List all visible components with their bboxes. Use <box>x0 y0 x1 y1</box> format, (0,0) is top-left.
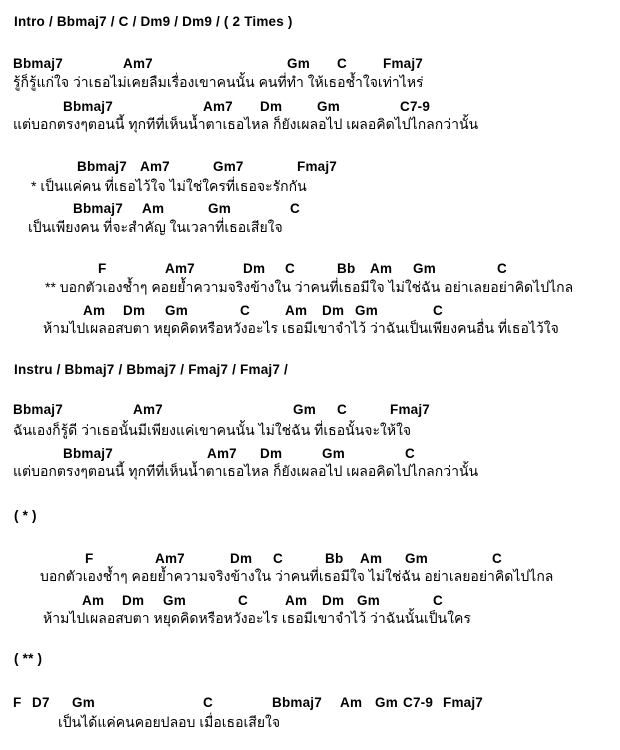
lyric-line: * เป็นแค่คน ที่เธอไว้ใจ ไม่ใช่ใครที่เธอจะรักกัน <box>31 178 307 194</box>
chord: Bb <box>325 551 344 566</box>
chord: Am <box>285 593 308 608</box>
chord: Am7 <box>123 56 153 71</box>
lyric-line: รู้ก็รู้แก่ใจ ว่าเธอไม่เคยลืมเรื่องเขาคนนั้น คนที่ทำ ให้เธอช้ำใจเท่าไหร่ <box>13 74 424 90</box>
chord: Gm7 <box>213 159 244 174</box>
chord: C <box>492 551 502 566</box>
section-label: Instru / Bbmaj7 / Bbmaj7 / Fmaj7 / Fmaj7 / <box>14 362 288 377</box>
chord: Dm <box>260 446 283 461</box>
lyric-line: ห้ามไปเผลอสบตา หยุดคิดหรือหวังอะไร เธอมีเขาจำไว้ ว่าฉันเป็นเพียงคนอื่น ที่เธอไว้ใจ <box>43 320 559 336</box>
chord: Bbmaj7 <box>13 56 63 71</box>
chord: C <box>433 593 443 608</box>
chord: Gm <box>163 593 186 608</box>
chord: Dm <box>322 593 345 608</box>
lyric-row <box>0 277 620 297</box>
chord: Am7 <box>207 446 237 461</box>
chord: Gm <box>375 695 398 710</box>
section-label: Intro / Bbmaj7 / C / Dm9 / Dm9 / ( 2 Times ) <box>14 14 293 29</box>
chord: Fmaj7 <box>297 159 338 174</box>
chord: Am <box>83 303 106 318</box>
lyric-row <box>0 608 620 628</box>
chord: F <box>85 551 94 566</box>
chord: Dm <box>243 261 266 276</box>
chord: Gm <box>405 551 428 566</box>
chord: C <box>497 261 507 276</box>
chord: Am <box>142 201 165 216</box>
chord: Fmaj7 <box>443 695 484 710</box>
lyric-row <box>0 217 620 237</box>
chord: F <box>13 695 22 710</box>
chord: Am <box>360 551 383 566</box>
chord: Gm <box>413 261 436 276</box>
chord: Gm <box>293 402 316 417</box>
chord: Gm <box>357 593 380 608</box>
lyric-row <box>0 461 620 481</box>
chord: Gm <box>208 201 231 216</box>
chord: Am <box>370 261 393 276</box>
lyric-row <box>0 176 620 196</box>
chord: C <box>273 551 283 566</box>
lyric-line: เป็นได้แค่คนคอยปลอบ เมื่อเธอเสียใจ <box>58 714 281 730</box>
chord: C <box>290 201 300 216</box>
chord: Gm <box>322 446 345 461</box>
chord: C <box>238 593 248 608</box>
chord: Am7 <box>203 99 233 114</box>
chord: Gm <box>317 99 340 114</box>
chord: C <box>337 402 347 417</box>
lyric-row <box>0 420 620 440</box>
chord: C <box>433 303 443 318</box>
chord: F <box>98 261 107 276</box>
chord: C7-9 <box>400 99 431 114</box>
chord: Fmaj7 <box>383 56 424 71</box>
chord: Am7 <box>165 261 195 276</box>
section-label-line <box>0 508 620 528</box>
chord: Dm <box>260 99 283 114</box>
section-label-line <box>0 14 620 34</box>
chord: C <box>405 446 415 461</box>
chord: Am <box>82 593 105 608</box>
chord: Bbmaj7 <box>63 99 113 114</box>
lyric-line: บอกตัวเองช้ำๆ คอยย้ำความจริงข้างใน ว่าคนที่เธอมีใจ ไม่ใช่ฉัน อย่าเลยอย่าคิดไปไกล <box>40 568 554 584</box>
chord: C <box>285 261 295 276</box>
section-label-line <box>0 651 620 671</box>
chord: Bbmaj7 <box>272 695 322 710</box>
section-label: ( ** ) <box>14 651 43 666</box>
lyric-line: ฉันเองก็รู้ดี ว่าเธอนั้นมีเพียงแค่เขาคนนั้น ไม่ใช่ฉัน ที่เธอนั้นจะให้ใจ <box>13 422 412 438</box>
chord: Gm <box>355 303 378 318</box>
chord: Am7 <box>133 402 163 417</box>
chord: Bbmaj7 <box>77 159 127 174</box>
chord: Bbmaj7 <box>63 446 113 461</box>
chord: C <box>240 303 250 318</box>
lyric-row <box>0 318 620 338</box>
section-label-line <box>0 362 620 382</box>
lyric-line: แต่บอกตรงๆตอนนี้ ทุกทีที่เห็นน้ำตาเธอไหล ก็ยังเผลอไป เผลอคิดไปไกลกว่านั้น <box>13 116 479 132</box>
chord: Am7 <box>140 159 170 174</box>
lyric-line: แต่บอกตรงๆตอนนี้ ทุกทีที่เห็นน้ำตาเธอไหล ก็ยังเผลอไป เผลอคิดไปไกลกว่านั้น <box>13 463 479 479</box>
chord: Gm <box>287 56 310 71</box>
chord: Dm <box>123 303 146 318</box>
chord: C7-9 <box>403 695 434 710</box>
chord: Am <box>340 695 363 710</box>
chord: C <box>203 695 213 710</box>
chord: Dm <box>230 551 253 566</box>
chord: C <box>337 56 347 71</box>
chord-line <box>0 402 620 422</box>
chord: Bbmaj7 <box>13 402 63 417</box>
chord: Am7 <box>155 551 185 566</box>
lyric-row <box>0 72 620 92</box>
chord: Am <box>285 303 308 318</box>
chord: Dm <box>322 303 345 318</box>
section-label: ( * ) <box>14 508 37 523</box>
chord: Gm <box>72 695 95 710</box>
lyric-line: ** บอกตัวเองช้ำๆ คอยย้ำความจริงข้างใน ว่าคนที่เธอมีใจ ไม่ใช่ฉัน อย่าเลยอย่าคิดไปไกล <box>45 279 574 295</box>
chord: Fmaj7 <box>390 402 431 417</box>
chord: Dm <box>122 593 145 608</box>
chord: Bbmaj7 <box>73 201 123 216</box>
chord: D7 <box>32 695 50 710</box>
lyric-line: ห้ามไปเผลอสบตา หยุดคิดหรือหวังอะไร เธอมีเขาจำไว้ ว่าฉันนั้นเป็นใคร <box>43 610 471 626</box>
chord: Bb <box>337 261 356 276</box>
lyric-row <box>0 712 620 732</box>
lyric-line: เป็นเพียงคน ที่จะสำคัญ ในเวลาที่เธอเสียใจ <box>28 219 283 235</box>
chord: Gm <box>165 303 188 318</box>
lyric-row <box>0 566 620 586</box>
lyric-row <box>0 114 620 134</box>
